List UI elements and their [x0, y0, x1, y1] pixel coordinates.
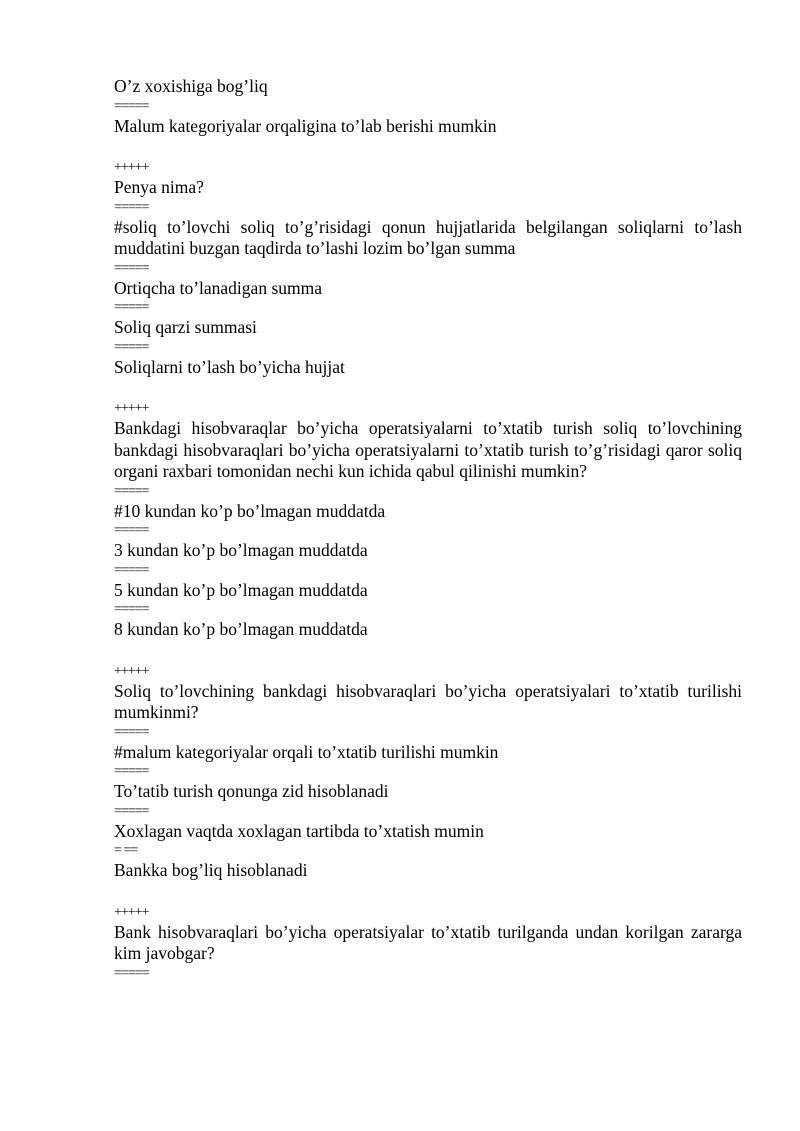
blank-line [114, 641, 742, 663]
question-text: Soliq to’lovchining bankdagi hisobvaraqlari bo’yicha operatsiyalari to’xtatib turilishi mumkinmi? [114, 680, 742, 722]
separator-line: ===== [114, 803, 149, 819]
answer-line: O’z xoxishiga bog’liq [114, 76, 268, 96]
separator-line: +++++ [114, 160, 149, 175]
separator-line: ===== [114, 98, 149, 114]
answer-line: Soliq qarzi summasi [114, 317, 257, 337]
answer-line: Ortiqcha to’lanadigan summa [114, 277, 322, 298]
question-text: Bank hisobvaraqlari bo’yicha operatsiyalar to’xtatib turilganda undan korilgan zararga kim javobgar? [114, 921, 742, 963]
answer-line: Xoxlagan vaqtda xoxlagan tartibda to’xtatish mumin [114, 820, 484, 841]
question-text: Bankdagi hisobvaraqlar bo’yicha operatsiyalarni to’xtatib turish soliq to’lovchining bankdagi hisobvaraqlari bo’yicha operatsiyalarni to’xtatib turish to’g’risidagi qaror soliq organi raxbari tomonidan nechi kun ichida qabul qilinishi mumkin? [114, 418, 742, 481]
separator-line: +++++ [114, 904, 149, 920]
separator-line: ===== [114, 339, 149, 355]
separator-line: +++++ [114, 401, 149, 416]
answer-line: 5 kundan ko’p bo’lmagan muddatda [114, 579, 368, 600]
separator-line: ===== [114, 483, 149, 499]
document-content [114, 76, 742, 983]
answer-line: Penya nima? [114, 177, 204, 197]
separator-line: ===== [114, 562, 149, 578]
separator-line: ===== [114, 260, 149, 276]
answer-line: Soliqlarni to’lash bo’yicha hujjat [114, 356, 345, 377]
separator-line: ===== [114, 523, 149, 538]
separator-line: ===== [114, 724, 149, 740]
answer-line: To’tatib turish qonunga zid hisoblanadi [114, 781, 389, 801]
separator-line: ===== [114, 199, 149, 215]
separator-line: ===== [114, 965, 149, 981]
answer-line: #10 kundan ko’p bo’lmagan muddatda [114, 500, 386, 521]
blank-line [114, 882, 742, 904]
answer-line: Bankka bog’liq hisoblanadi [114, 860, 308, 880]
separator-line: ===== [114, 300, 149, 315]
answer-line: 8 kundan ko’p bo’lmagan muddatda [114, 619, 368, 639]
blank-line [114, 378, 742, 400]
blank-line [114, 137, 742, 159]
separator-line: = == [114, 843, 138, 858]
answer-line: Malum kategoriyalar orqaligina to’lab berishi mumkin [114, 115, 497, 136]
answer-line: #malum kategoriyalar orqali to’xtatib turilishi mumkin [114, 741, 499, 762]
separator-line: +++++ [114, 663, 149, 679]
separator-line: ===== [114, 764, 149, 779]
answer-line: 3 kundan ko’p bo’lmagan muddatda [114, 540, 368, 560]
separator-line: ===== [114, 602, 149, 617]
question-text: #soliq to’lovchi soliq to’g’risidagi qonun hujjatlarida belgilangan soliqlarni to’lash muddatini buzgan taqdirda to’lashi lozim bo’lgan summa [114, 216, 742, 258]
